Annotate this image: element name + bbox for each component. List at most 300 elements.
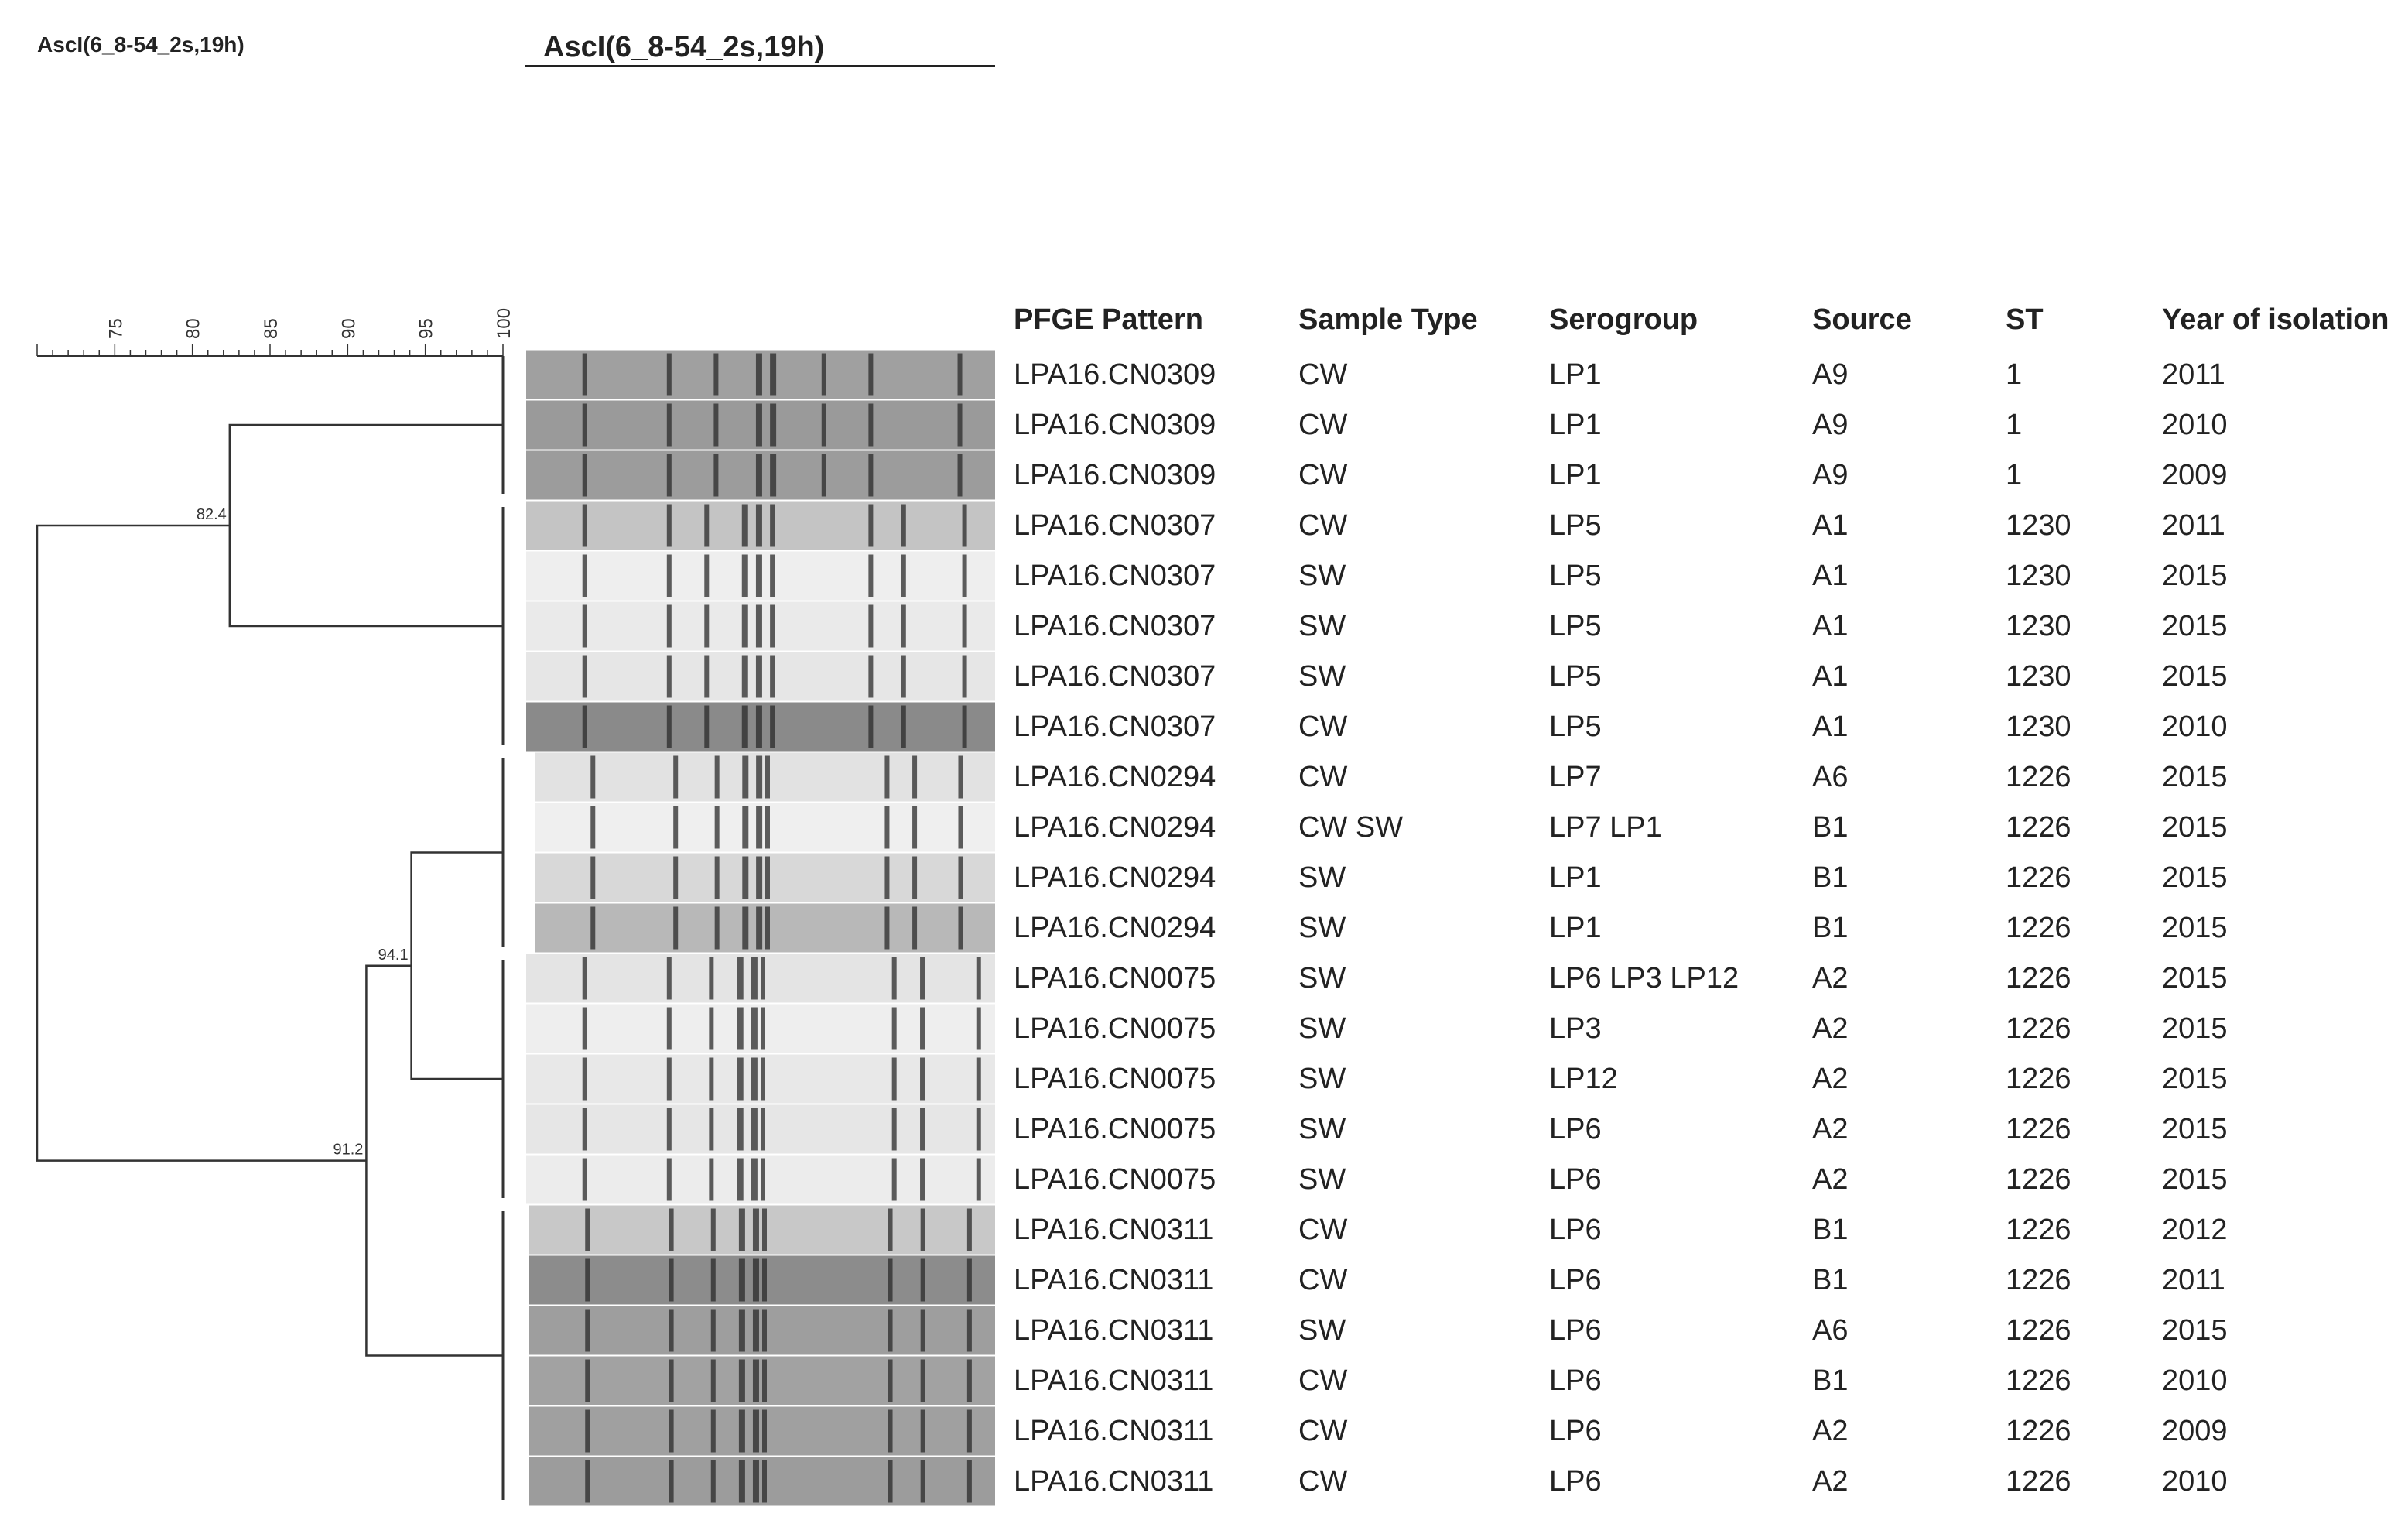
table-cell: A6 [1812,761,1849,793]
gel-band [711,1209,716,1251]
table-cell: SW [1298,660,1346,693]
table-cell: LPA16.CN0075 [1014,962,1216,995]
column-header: Serogroup [1549,303,1698,336]
gel-band [884,907,889,950]
table-cell: B1 [1812,1364,1849,1397]
table-cell: SW [1298,1113,1346,1145]
gel-band [756,354,762,396]
table-cell: A9 [1812,459,1849,491]
gel-band [667,656,672,698]
table-cell: 1226 [2006,1465,2071,1498]
gel-band [585,1410,590,1453]
gel-band [753,1310,759,1352]
table-cell: 2015 [2162,660,2228,693]
gel-band [753,1259,759,1302]
gel-band [756,404,762,447]
gel-band [756,756,762,799]
node-similarity-label: 91.2 [333,1141,364,1159]
gel-band [704,555,709,597]
gel-band [715,857,720,899]
gel-band [977,1108,981,1151]
table-cell: LPA16.CN0311 [1014,1214,1214,1246]
table-cell: A2 [1812,1012,1849,1045]
gel-band [901,706,906,748]
gel-band [761,957,765,1000]
gel-band [667,1058,672,1101]
gel-band [967,1360,972,1402]
gel-band [770,555,775,597]
gel-band [667,454,672,497]
gel-band [711,1259,716,1302]
gel-band [715,806,720,849]
gel-band [901,555,906,597]
table-cell: LPA16.CN0307 [1014,610,1216,642]
gel-band [667,354,672,396]
table-cell: LPA16.CN0311 [1014,1465,1214,1498]
table-cell: CW [1298,1415,1348,1447]
gel-band [822,404,826,447]
gel-band [888,1410,893,1453]
gel-band [921,1360,925,1402]
table-cell: B1 [1812,1214,1849,1246]
gel-band [737,957,744,1000]
table-cell: 2009 [2162,459,2228,491]
gel-band [967,1259,972,1302]
table-cell: LP1 [1549,459,1602,491]
gel-band [583,505,587,547]
gel-band [770,656,775,698]
table-cell: 1226 [2006,1364,2071,1397]
table-cell: LP6 [1549,1163,1602,1196]
gel-band [583,1108,587,1151]
gel-band [753,1209,759,1251]
gel-band [756,806,762,849]
gel-band [756,857,762,899]
gel-band [765,857,770,899]
table-cell: 1226 [2006,1214,2071,1246]
gel-band [888,1460,893,1503]
gel-band [762,1259,767,1302]
node-similarity-label: 82.4 [196,506,227,523]
table-cell: 2015 [2162,962,2228,995]
table-cell: 1226 [2006,962,2071,995]
table-cell: LPA16.CN0075 [1014,1063,1216,1095]
table-cell: LPA16.CN0075 [1014,1012,1216,1045]
table-cell: CW SW [1298,811,1404,844]
table-cell: 2015 [2162,1163,2228,1196]
table-cell: CW [1298,1364,1348,1397]
gel-band [583,354,587,396]
gel-band [868,555,873,597]
table-cell: 1 [2006,409,2023,441]
gel-band [958,404,963,447]
gel-band [756,454,762,497]
gel-band [920,1058,925,1101]
gel-band [901,605,906,648]
table-cell: B1 [1812,811,1849,844]
gel-band [709,1058,713,1101]
gel-band [751,1159,758,1201]
gel-band [673,806,678,849]
gel-band [901,656,906,698]
gel-band [888,1310,893,1352]
column-header: Source [1812,303,1912,336]
table-cell: LPA16.CN0075 [1014,1163,1216,1196]
table-cell: 1226 [2006,761,2071,793]
table-cell: LPA16.CN0307 [1014,560,1216,592]
table-cell: LP3 [1549,1012,1602,1045]
gel-band [673,857,678,899]
gel-band [977,1058,981,1101]
table-cell: A2 [1812,1465,1849,1498]
table-cell: SW [1298,610,1346,642]
gel-band [921,1410,925,1453]
gel-band [770,454,776,497]
table-cell: 2015 [2162,1012,2228,1045]
gel-band [977,1159,981,1201]
gel-band [822,354,826,396]
table-cell: 2010 [2162,710,2228,743]
table-cell: 1230 [2006,560,2071,592]
table-cell: 2010 [2162,1364,2228,1397]
table-cell: 1230 [2006,660,2071,693]
gel-band [667,1159,672,1201]
table-cell: 1226 [2006,1012,2071,1045]
gel-band [892,1058,897,1101]
table-cell: A1 [1812,560,1849,592]
gel-band [583,656,587,698]
gel-band [583,454,587,497]
gel-band [737,1058,744,1101]
table-cell: LPA16.CN0075 [1014,1113,1216,1145]
table-cell: LP6 [1549,1364,1602,1397]
table-cell: A2 [1812,1415,1849,1447]
gel-band [739,1460,745,1503]
table-cell: 2012 [2162,1214,2228,1246]
gel-band [669,1460,674,1503]
gel-band [967,1410,972,1453]
gel-band [892,957,897,1000]
gel-band [583,706,587,748]
table-cell: CW [1298,710,1348,743]
gel-band [669,1410,674,1453]
gel-band [756,505,762,547]
gel-band [673,756,678,799]
gel-band [583,957,587,1000]
table-cell: LP1 [1549,912,1602,944]
table-cell: LPA16.CN0309 [1014,409,1216,441]
gel-band [770,706,775,748]
table-cell: 2011 [2162,509,2225,542]
gel-band [765,907,770,950]
gel-band [713,404,718,447]
gel-band [585,1209,590,1251]
gel-band [711,1410,716,1453]
gel-band [921,1460,925,1503]
column-header: Year of isolation [2162,303,2389,336]
gel-band [669,1360,674,1402]
gel-band [770,605,775,648]
gel-band [751,1108,758,1151]
gel-band [742,555,748,597]
gel-band [709,1108,713,1151]
gel-band [762,1410,767,1453]
table-cell: 1 [2006,459,2023,491]
table-cell: LP6 [1549,1214,1602,1246]
gel-band [585,1310,590,1352]
table-cell: LPA16.CN0307 [1014,509,1216,542]
gel-band [977,957,981,1000]
table-cell: 1226 [2006,861,2071,894]
gel-band [742,605,748,648]
gel-panel-title: AscI(6_8-54_2s,19h) [543,31,825,63]
table-cell: A2 [1812,1163,1849,1196]
table-cell: 1226 [2006,912,2071,944]
gel-band [770,505,775,547]
table-cell: LPA16.CN0294 [1014,912,1216,944]
gel-band [742,907,748,950]
gel-band [583,1008,587,1050]
gel-band [967,1209,972,1251]
table-cell: CW [1298,1465,1348,1498]
table-cell: B1 [1812,1264,1849,1296]
table-cell: SW [1298,1314,1346,1347]
gel-band [765,756,770,799]
gel-band [901,505,906,547]
table-cell: 2009 [2162,1415,2228,1447]
gel-band [770,354,776,396]
gel-band [715,907,720,950]
gel-band [753,1360,759,1402]
gel-band [762,1209,767,1251]
table-cell: 2015 [2162,761,2228,793]
gel-band [912,857,917,899]
gel-band [583,555,587,597]
gel-band [868,404,873,447]
table-cell: SW [1298,1063,1346,1095]
table-cell: LP1 [1549,861,1602,894]
gel-band [737,1008,744,1050]
gel-band [756,656,762,698]
gel-band [704,656,709,698]
gel-band [958,857,963,899]
table-cell: 1226 [2006,1314,2071,1347]
gel-band [673,907,678,950]
table-cell: 1230 [2006,509,2071,542]
gel-band [868,656,873,698]
gel-band [590,857,595,899]
table-cell: 1226 [2006,1063,2071,1095]
table-cell: A1 [1812,610,1849,642]
gel-band [884,806,889,849]
gel-band [868,354,873,396]
table-cell: A1 [1812,660,1849,693]
gel-band [912,806,917,849]
table-cell: A6 [1812,1314,1849,1347]
gel-band [590,907,595,950]
table-cell: CW [1298,358,1348,391]
gel-band [709,957,713,1000]
gel-band [762,1360,767,1402]
table-cell: LP5 [1549,660,1602,693]
table-cell: LP7 LP1 [1549,811,1662,844]
gel-band [912,907,917,950]
gel-band [868,706,873,748]
gel-band [667,706,672,748]
gel-band [704,505,709,547]
gel-band [868,605,873,648]
gel-band [709,1159,713,1201]
gel-band [583,605,587,648]
table-cell: A2 [1812,1063,1849,1095]
table-cell: 2015 [2162,610,2228,642]
gel-band [892,1159,897,1201]
gel-band [963,605,967,648]
gel-band [963,555,967,597]
gel-band [753,1410,759,1453]
table-cell: LP7 [1549,761,1602,793]
gel-band [888,1360,893,1402]
gel-band [967,1310,972,1352]
gel-band [958,756,963,799]
table-cell: 2015 [2162,560,2228,592]
table-cell: LP6 [1549,1264,1602,1296]
table-cell: LP5 [1549,560,1602,592]
gel-band [590,806,595,849]
table-cell: 1226 [2006,811,2071,844]
gel-band [669,1259,674,1302]
gel-band [742,806,748,849]
table-cell: CW [1298,1214,1348,1246]
gel-band [958,907,963,950]
gel-band [715,756,720,799]
table-cell: 2011 [2162,358,2225,391]
column-header: Sample Type [1298,303,1478,336]
gel-band [761,1108,765,1151]
gel-band [709,1008,713,1050]
gel-band [963,706,967,748]
gel-band [753,1460,759,1503]
gel-band [921,1310,925,1352]
gel-band [770,404,776,447]
table-cell: SW [1298,1163,1346,1196]
gel-band [756,605,762,648]
gel-band [713,454,718,497]
gel-band [583,1058,587,1101]
gel-band [667,605,672,648]
gel-band [884,857,889,899]
gel-band [921,1209,925,1251]
table-cell: A9 [1812,358,1849,391]
gel-band [704,605,709,648]
gel-band [920,1108,925,1151]
gel-band [737,1159,744,1201]
gel-band [977,1008,981,1050]
gel-band [958,454,963,497]
pfge-gel-image [0,0,1006,1527]
gel-band [756,706,762,748]
table-cell: LP1 [1549,358,1602,391]
gel-band [921,1259,925,1302]
gel-band [958,806,963,849]
table-cell: SW [1298,1012,1346,1045]
table-cell: LPA16.CN0309 [1014,358,1216,391]
table-cell: 1226 [2006,1163,2071,1196]
table-cell: LPA16.CN0307 [1014,710,1216,743]
table-cell: LP6 [1549,1415,1602,1447]
table-cell: SW [1298,962,1346,995]
table-cell: A2 [1812,1113,1849,1145]
gel-band [761,1159,765,1201]
gel-band [739,1310,745,1352]
table-cell: LP12 [1549,1063,1618,1095]
table-cell: LP1 [1549,409,1602,441]
gel-band [667,957,672,1000]
gel-band [667,555,672,597]
table-cell: LPA16.CN0294 [1014,861,1216,894]
table-cell: A1 [1812,509,1849,542]
gel-band [669,1310,674,1352]
gel-band [756,555,762,597]
table-cell: SW [1298,912,1346,944]
table-cell: 1230 [2006,710,2071,743]
gel-band [742,706,748,748]
gel-band [585,1360,590,1402]
table-cell: LPA16.CN0294 [1014,761,1216,793]
gel-band [822,454,826,497]
gel-band [892,1108,897,1151]
gel-band [711,1310,716,1352]
table-cell: LPA16.CN0311 [1014,1415,1214,1447]
gel-band [585,1460,590,1503]
gel-band [888,1259,893,1302]
table-cell: 1226 [2006,1415,2071,1447]
table-cell: 2015 [2162,912,2228,944]
gel-band [583,404,587,447]
table-cell: LP5 [1549,710,1602,743]
table-cell: A9 [1812,409,1849,441]
table-cell: B1 [1812,861,1849,894]
gel-band [963,656,967,698]
gel-band [742,656,748,698]
gel-band [585,1259,590,1302]
gel-band [713,354,718,396]
table-cell: 1230 [2006,610,2071,642]
table-cell: 2010 [2162,1465,2228,1498]
gel-band [669,1209,674,1251]
gel-band [920,1008,925,1050]
gel-band [761,1058,765,1101]
gel-band [920,957,925,1000]
table-cell: LPA16.CN0311 [1014,1314,1214,1347]
table-cell: LP6 [1549,1314,1602,1347]
gel-band [590,756,595,799]
column-header: PFGE Pattern [1014,303,1203,336]
table-cell: A1 [1812,710,1849,743]
table-cell: SW [1298,861,1346,894]
scale-tick-label: 80 [183,318,204,339]
scale-tick-label: 85 [261,318,282,339]
table-cell: 2015 [2162,1314,2228,1347]
table-cell: LPA16.CN0309 [1014,459,1216,491]
table-cell: LPA16.CN0294 [1014,811,1216,844]
table-cell: 2015 [2162,1063,2228,1095]
table-cell: LPA16.CN0311 [1014,1264,1214,1296]
gel-band [884,756,889,799]
table-cell: 1226 [2006,1113,2071,1145]
gel-band [751,1008,758,1050]
gel-band [762,1310,767,1352]
